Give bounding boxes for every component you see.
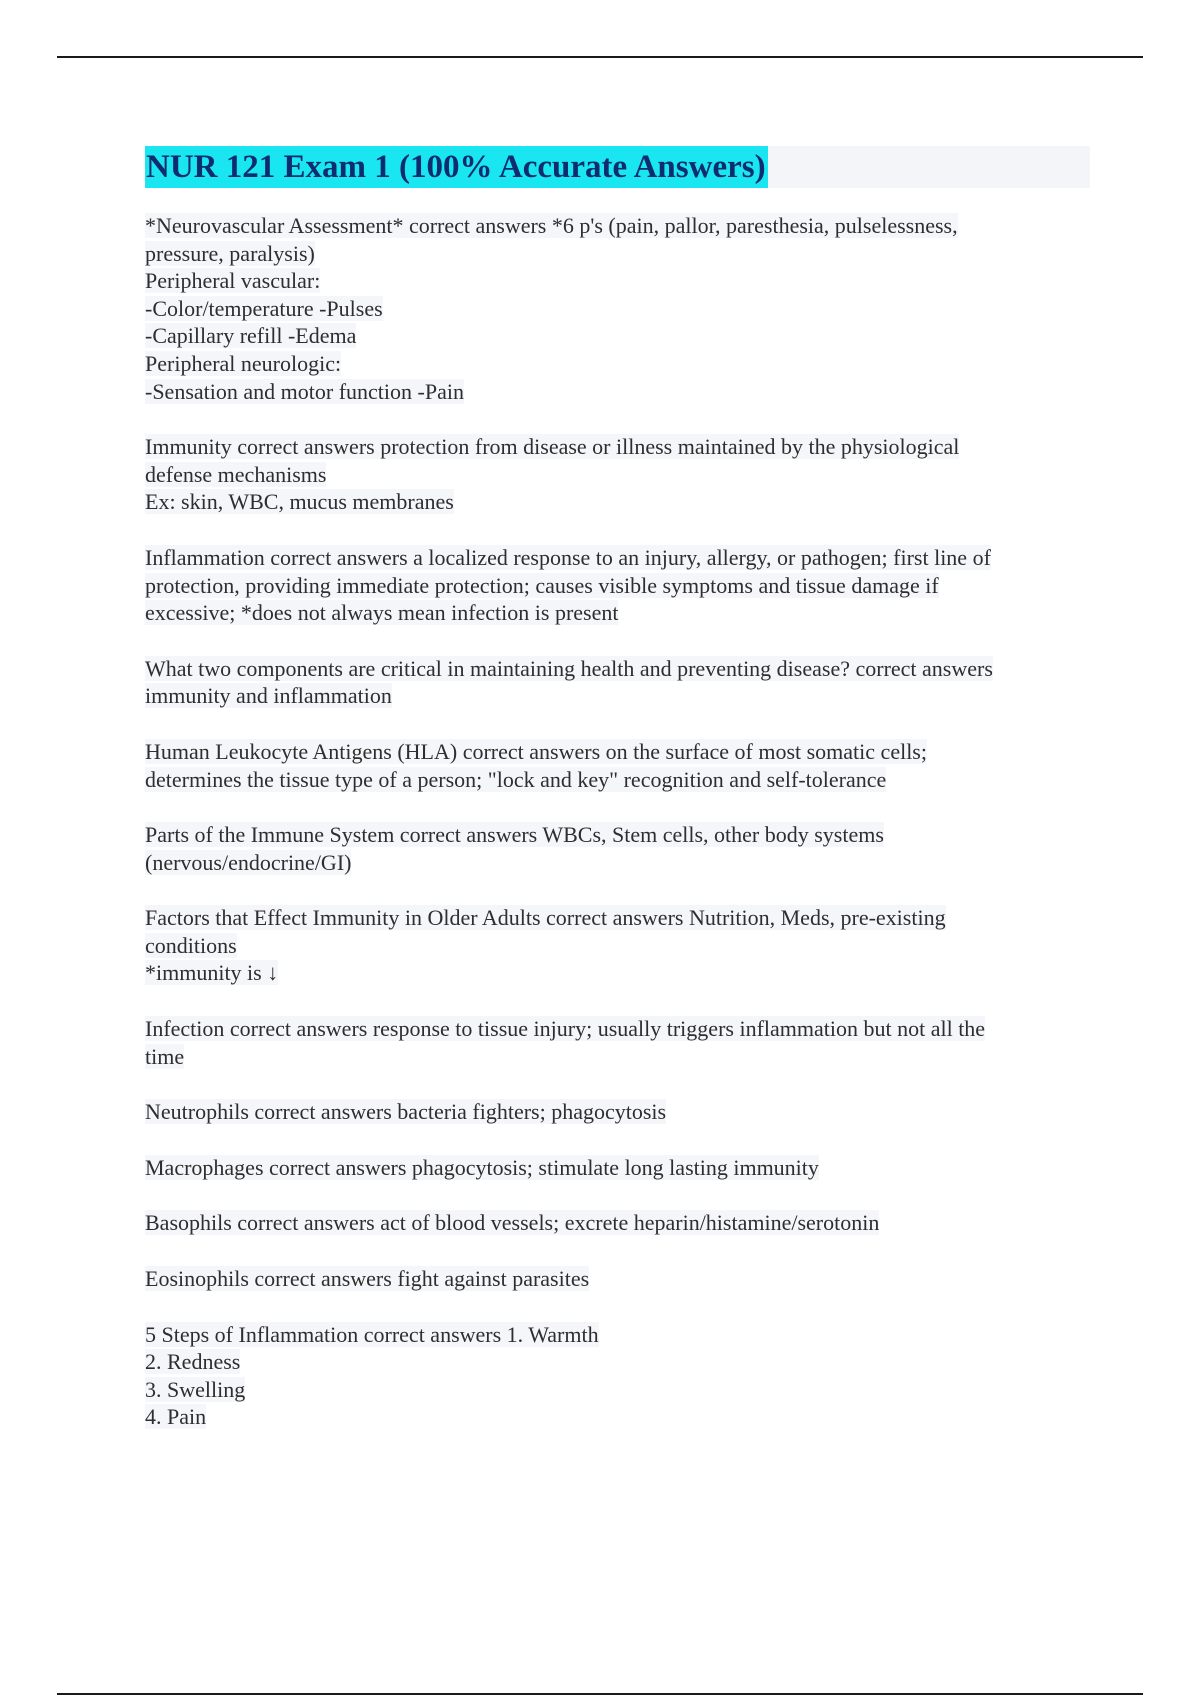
entry-answer-line	[145, 488, 1090, 516]
entry-text: protection, providing immediate protection; causes visible symptoms and tissue damage if	[145, 572, 939, 598]
qa-entries	[145, 212, 1090, 1431]
entry-text: Macrophages correct answers phagocytosis; stimulate long lasting immunity	[145, 1154, 819, 1180]
entry-term-line	[145, 904, 1090, 932]
entry-text: Factors that Effect Immunity in Older Adults correct answers Nutrition, Meds, pre-existing	[145, 905, 946, 931]
entry-answer-line	[145, 295, 1090, 323]
document-title: NUR 121 Exam 1 (100% Accurate Answers)	[145, 146, 768, 188]
entry-text: (nervous/endocrine/GI)	[145, 849, 352, 875]
entry-answer-line	[145, 378, 1090, 406]
entry-text: Neutrophils correct answers bacteria fighters; phagocytosis	[145, 1099, 667, 1125]
entry-text: Infection correct answers response to tissue injury; usually triggers inflammation but not all the	[145, 1016, 986, 1042]
entry-term-line	[145, 212, 1090, 240]
entry-answer-line	[145, 682, 1090, 710]
entry-text: What two components are critical in maintaining health and preventing disease? correct answers	[145, 655, 993, 681]
entry-text: Basophils correct answers act of blood vessels; excrete heparin/histamine/serotonin	[145, 1210, 880, 1236]
entry-text: determines the tissue type of a person; "lock and key" recognition and self-tolerance	[145, 766, 887, 792]
entry-text: Peripheral vascular:	[145, 268, 321, 294]
qa-entry	[145, 1154, 1090, 1182]
entry-text: immunity and inflammation	[145, 683, 392, 709]
entry-text: Ex: skin, WBC, mucus membranes	[145, 489, 454, 515]
qa-entry	[145, 212, 1090, 405]
qa-entry	[145, 904, 1090, 987]
entry-answer-line	[145, 322, 1090, 350]
entry-answer-line	[145, 461, 1090, 489]
entry-text: 5 Steps of Inflammation correct answers 1. Warmth	[145, 1321, 599, 1347]
entry-text: -Capillary refill -Edema	[145, 323, 357, 349]
entry-text: time	[145, 1043, 185, 1069]
title-bar	[145, 146, 1090, 188]
qa-entry	[145, 1265, 1090, 1293]
entry-answer-line	[145, 1376, 1090, 1404]
entry-answer-line	[145, 599, 1090, 627]
entry-answer-line	[145, 932, 1090, 960]
entry-text: -Sensation and motor function -Pain	[145, 378, 464, 404]
entry-text: defense mechanisms	[145, 461, 327, 487]
entry-text: Immunity correct answers protection from disease or illness maintained by the physiological	[145, 434, 960, 460]
entry-text: 4. Pain	[145, 1404, 207, 1430]
entry-term-line	[145, 821, 1090, 849]
entry-text: conditions	[145, 932, 237, 958]
entry-term-line	[145, 1098, 1090, 1126]
entry-text: Peripheral neurologic:	[145, 350, 342, 376]
qa-entry	[145, 1209, 1090, 1237]
entry-term-line	[145, 1321, 1090, 1349]
qa-entry	[145, 544, 1090, 627]
entry-answer-line	[145, 240, 1090, 268]
entry-answer-line	[145, 959, 1090, 987]
bottom-rule	[57, 1693, 1143, 1695]
entry-answer-line	[145, 1403, 1090, 1431]
entry-term-line	[145, 433, 1090, 461]
entry-text: excessive; *does not always mean infection is present	[145, 600, 619, 626]
qa-entry	[145, 1015, 1090, 1070]
entry-text: *Neurovascular Assessment* correct answers *6 p's (pain, pallor, paresthesia, pulselessness,	[145, 213, 958, 238]
entry-answer-line	[145, 572, 1090, 600]
document-body	[145, 146, 1090, 1459]
top-rule	[57, 56, 1143, 58]
entry-text: Human Leukocyte Antigens (HLA) correct answers on the surface of most somatic cells;	[145, 738, 927, 764]
qa-entry	[145, 1098, 1090, 1126]
entry-answer-line	[145, 766, 1090, 794]
entry-term-line	[145, 1154, 1090, 1182]
entry-term-line	[145, 544, 1090, 572]
entry-text: Inflammation correct answers a localized response to an injury, allergy, or pathogen; first line of	[145, 544, 991, 570]
entry-answer-line	[145, 1043, 1090, 1071]
entry-text: *immunity is ↓	[145, 960, 279, 986]
qa-entry	[145, 1321, 1090, 1431]
entry-text: 3. Swelling	[145, 1376, 246, 1402]
entry-term-line	[145, 1015, 1090, 1043]
entry-text: 2. Redness	[145, 1349, 241, 1375]
entry-term-line	[145, 1265, 1090, 1293]
entry-answer-line	[145, 267, 1090, 295]
entry-term-line	[145, 738, 1090, 766]
entry-answer-line	[145, 849, 1090, 877]
entry-text: -Color/temperature -Pulses	[145, 295, 383, 321]
entry-text: pressure, paralysis)	[145, 240, 315, 266]
entry-text: Eosinophils correct answers fight against parasites	[145, 1266, 590, 1292]
entry-term-line	[145, 655, 1090, 683]
entry-answer-line	[145, 1348, 1090, 1376]
entry-text: Parts of the Immune System correct answers WBCs, Stem cells, other body systems	[145, 822, 884, 848]
qa-entry	[145, 433, 1090, 516]
entry-answer-line	[145, 350, 1090, 378]
qa-entry	[145, 738, 1090, 793]
qa-entry	[145, 655, 1090, 710]
qa-entry	[145, 821, 1090, 876]
entry-term-line	[145, 1209, 1090, 1237]
